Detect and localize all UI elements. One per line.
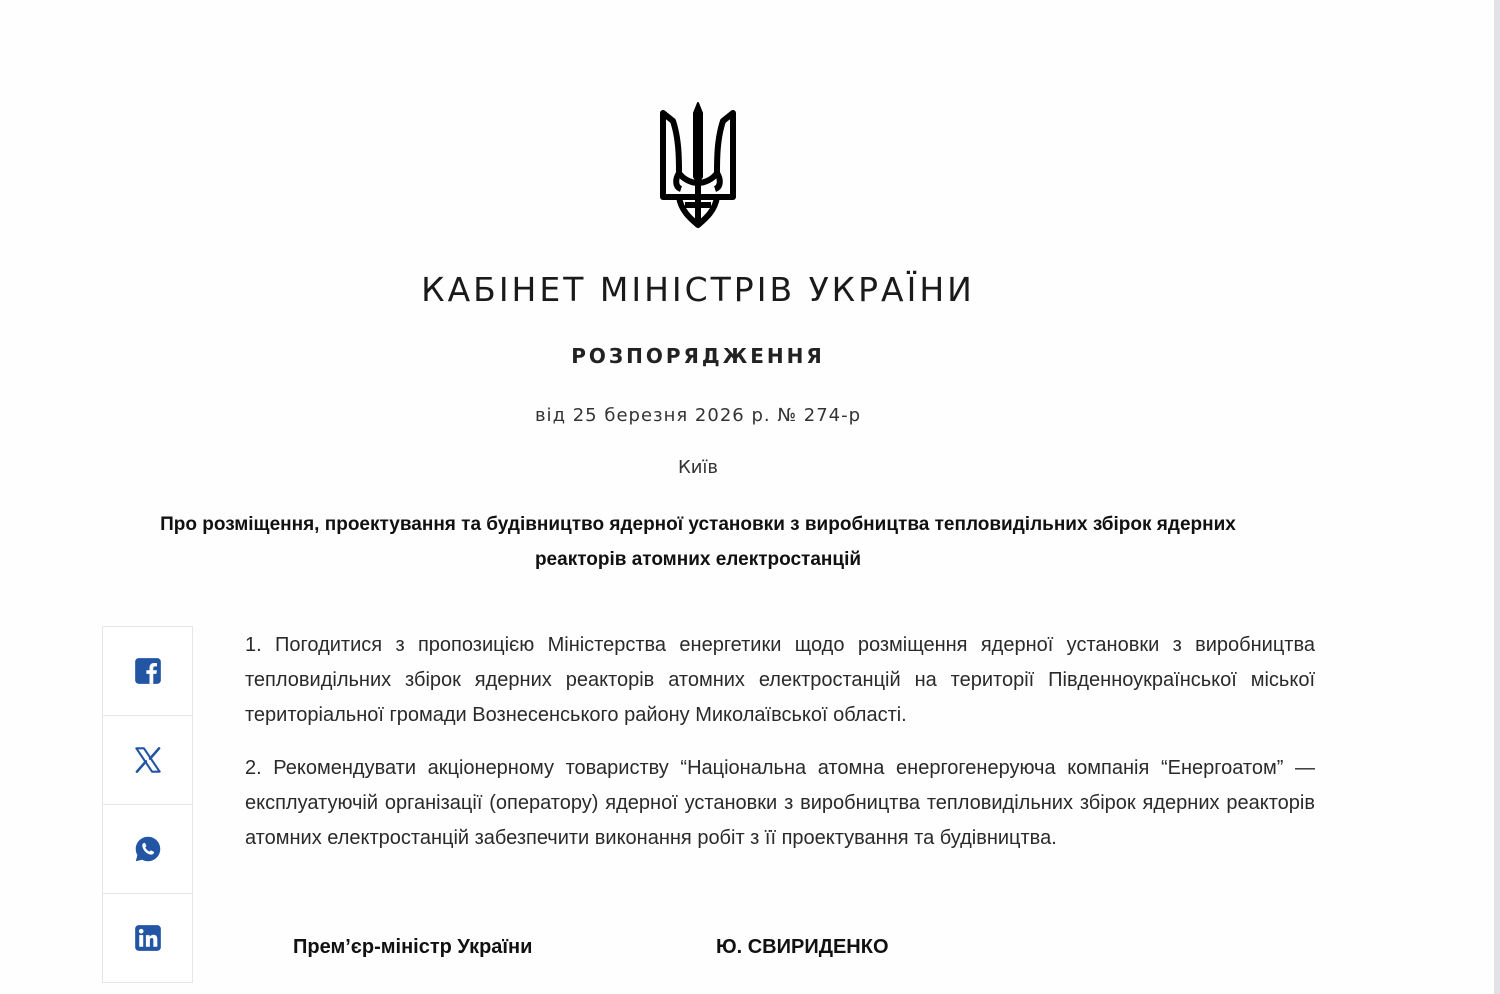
share-facebook-button[interactable] <box>103 627 192 716</box>
document-body <box>245 628 1315 874</box>
share-x-button[interactable] <box>103 716 192 805</box>
paragraph-2: 2. Рекомендувати акціонерному товариству “Національна атомна енергогенеруюча компанія “Енергоатом” — експлуатуючій організації (оператору) ядерної установки з виробництва тепловидільних збірок ядерних реакторів атомних електростанцій забезпечити виконання робіт з її проектування та будівництва. <box>245 757 1315 849</box>
document-place: Київ <box>677 457 719 478</box>
document-type: РОЗПОРЯДЖЕННЯ <box>571 344 825 368</box>
document-title: Про розміщення, проектування та будівництво ядерної установки з виробництва тепловидільних збірок ядерних реакторів атомних електростанцій <box>160 514 1236 570</box>
share-linkedin-button[interactable] <box>103 894 192 982</box>
facebook-icon <box>134 657 162 685</box>
vertical-scrollbar[interactable] <box>1494 0 1500 994</box>
x-icon <box>134 746 162 774</box>
whatsapp-icon <box>134 835 162 863</box>
organization-title: КАБІНЕТ МІНІСТРІВ УКРАЇНИ <box>421 270 975 309</box>
share-panel <box>102 626 193 983</box>
linkedin-icon <box>134 924 162 952</box>
share-whatsapp-button[interactable] <box>103 805 192 894</box>
paragraph-1: 1. Погодитися з пропозицією Міністерства енергетики щодо розміщення ядерної установки з виробництва тепловидільних збірок ядерних реакторів атомних електростанцій на території Південноукраїнської міської територіальної громади Вознесенського району Миколаївської області. <box>245 634 1315 726</box>
signatory-position: Прем’єр-міністр України <box>293 936 533 958</box>
trident-icon <box>657 99 739 229</box>
document-date-number: від 25 березня 2026 р. № 274-р <box>534 405 862 426</box>
signatory-name: Ю. СВИРИДЕНКО <box>716 936 889 958</box>
